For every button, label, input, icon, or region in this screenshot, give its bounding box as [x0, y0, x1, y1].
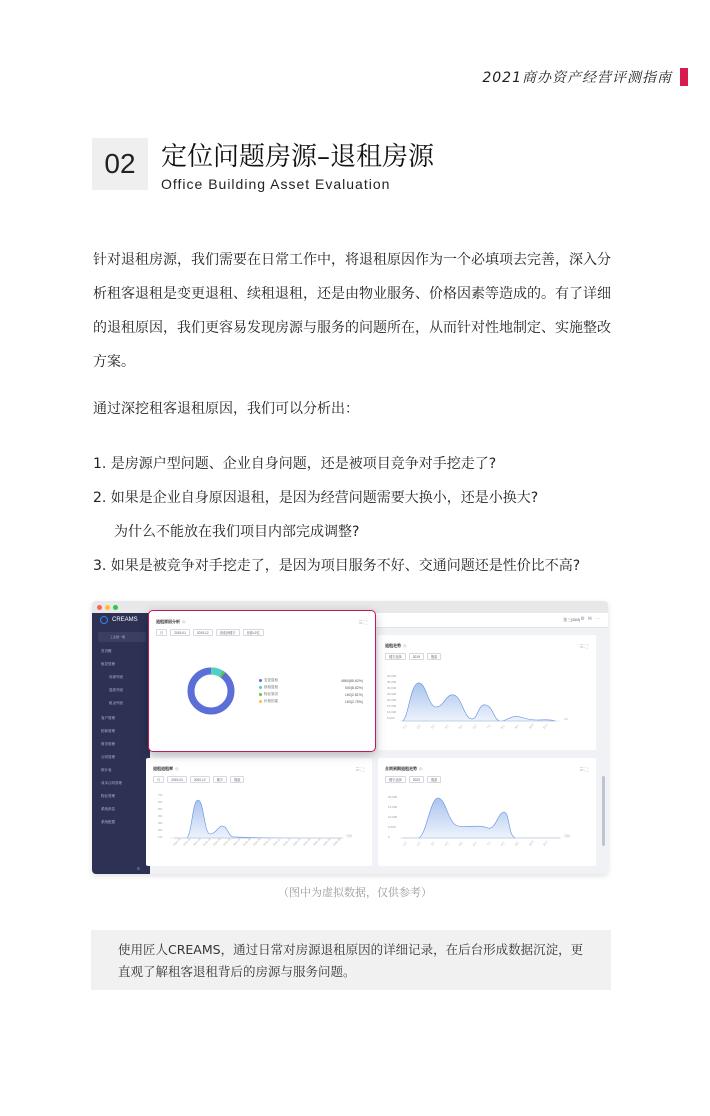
running-header [482, 67, 688, 87]
app-brand: CREAMS [112, 617, 138, 623]
legend-row: 变更退租 4860(85.62%) [259, 677, 363, 684]
filter-row [156, 629, 264, 636]
filter-row [385, 776, 441, 783]
y-tick: 10,000 [387, 710, 397, 714]
svg-text:2019-04: 2019-04 [202, 837, 212, 847]
y-tick: 20,000 [387, 698, 397, 702]
building-select[interactable]: 楼宇 [213, 776, 227, 783]
svg-text:2019-06: 2019-06 [222, 837, 232, 847]
svg-text:2019-12: 2019-12 [282, 837, 292, 847]
logo-icon [100, 616, 108, 624]
y-tick: 30,000 [387, 686, 397, 690]
note-box [91, 930, 611, 990]
list-item: 1. 是房源户型问题、企业自身问题，还是被项目竞争对手挖走了? [93, 456, 497, 472]
card-lease-rate [146, 758, 372, 866]
accent-bar [680, 68, 688, 86]
start-date-field[interactable]: 2019-01 [170, 629, 190, 636]
svg-text:4月: 4月 [443, 840, 451, 847]
y-tick: 2% [158, 828, 163, 832]
contract-chart [378, 784, 596, 866]
trend-chart [378, 663, 596, 748]
building-select[interactable]: 楼宇选择 [385, 653, 406, 660]
svg-text:2019-03: 2019-03 [192, 837, 202, 847]
end-date-field[interactable]: 2019-12 [193, 629, 213, 636]
sidebar-item-contracts[interactable]: 合同管理 [101, 755, 115, 759]
svg-text:2月: 2月 [415, 840, 423, 847]
section-subtitle: Office Building Asset Evaluation [161, 176, 391, 192]
donut-slice-change [191, 671, 231, 711]
card-lease-trend [378, 635, 596, 750]
y-tick: 3% [158, 821, 163, 825]
card-title: 退租原因分析 ◎ [156, 619, 186, 624]
y-tick: 5% [158, 807, 163, 811]
y-tick: 15,000 [388, 805, 398, 809]
sidebar-item-finance[interactable]: 财务管理 [101, 742, 115, 746]
room-select[interactable]: 房源>2位 [243, 629, 264, 636]
year-select[interactable]: 2020 [409, 776, 424, 783]
card-title: 退租走势 ◎ [385, 643, 407, 648]
search-button[interactable]: 搜索 [427, 653, 441, 660]
section-title: 定位问题房源–退租房源 [161, 142, 435, 172]
svg-text:6月: 6月 [471, 840, 479, 847]
y-tick: 0 [388, 835, 390, 839]
year-select[interactable]: 2019 [409, 653, 424, 660]
svg-text:10月: 10月 [527, 722, 536, 730]
y-tick: 10,000 [388, 815, 398, 819]
y-tick: 35,000 [387, 680, 397, 684]
sidebar-item-stats[interactable]: 统计表 [101, 768, 112, 772]
sidebar-item-home[interactable]: 首页概 [101, 649, 112, 653]
sidebar-item-refunds[interactable]: 退款列表 [109, 688, 123, 692]
sidebar-item-customers[interactable]: 客户管理 [101, 716, 115, 720]
y-tick: 5,000 [388, 825, 396, 829]
close-dot-icon[interactable] [97, 605, 102, 610]
y-tick: 40,000 [387, 674, 397, 678]
y-tick: 5,000 [387, 716, 395, 720]
maximize-dot-icon[interactable] [113, 605, 118, 610]
park-selector[interactable]: 工业园一期 [98, 632, 146, 642]
y-tick: 20,000 [388, 795, 398, 799]
minimize-dot-icon[interactable] [105, 605, 110, 610]
paragraph-reasons: 针对退租房源，我们需要在日常工作中，将退租原因作为一个必填项去完善，深入分析租客退租是变更退租、续租退租，还是由物业服务、价格因素等造成的。有了详细的退租原因，我们更容易发现房源与服务的问题所在，从而针对性地制定、实施整改方案。 [93, 252, 611, 370]
note-text: 使用匠人CREAMS，通过日常对房源退租原因的详细记录，在后台形成数据沉淀，更直观了解租客退租背后的房源与服务问题。 [118, 942, 584, 979]
reason-legend [259, 677, 363, 705]
running-header-title: 2021商办资产经营评测指南 [482, 70, 672, 86]
svg-text:8月: 8月 [499, 723, 507, 730]
search-button[interactable]: 搜索 [427, 776, 441, 783]
svg-text:3月: 3月 [429, 840, 437, 847]
card-lease-reason-analysis [148, 610, 376, 752]
svg-text:11月: 11月 [541, 722, 550, 730]
sidebar-item-rooms[interactable]: 房源列表 [109, 675, 123, 679]
unit-label: m² [564, 717, 568, 721]
card-options-icon[interactable]: ☰ ⛶ [579, 644, 588, 649]
svg-text:2019-11: 2019-11 [272, 837, 282, 847]
card-title: 合同到期退租走势 ◎ [385, 766, 423, 771]
filter-row [153, 776, 244, 783]
rate-area [174, 800, 342, 838]
scrollbar[interactable] [602, 776, 605, 846]
sidebar [92, 613, 150, 874]
period-select[interactable]: 月 [156, 629, 167, 636]
svg-text:3月: 3月 [429, 723, 437, 730]
sidebar-item-rent[interactable]: 租金列表 [109, 701, 123, 705]
sidebar-item-property[interactable]: 物业管理 [101, 794, 115, 798]
list-item: 2. 如果是企业自身原因退租，是因为经营问题需要大换小，还是小换大? [93, 490, 539, 506]
section-number: 02 [92, 138, 148, 190]
card-options-icon[interactable]: ☰ ⛶ [355, 767, 364, 772]
contract-area [402, 798, 560, 838]
card-title: 退租退租率 ◎ [153, 766, 179, 771]
y-tick: 1% [158, 835, 163, 839]
reason-donut-chart [181, 661, 241, 721]
svg-text:2020-02: 2020-02 [302, 837, 312, 847]
top-user-menu[interactable]: 张三(DM) [563, 617, 580, 622]
app-logo [100, 616, 138, 624]
svg-text:11月: 11月 [541, 839, 550, 847]
svg-text:1月: 1月 [401, 840, 409, 847]
list-item: 为什么不能放在我们项目内部完成调整? [114, 524, 360, 540]
svg-text:2020-03: 2020-03 [312, 837, 322, 847]
card-options-icon[interactable]: ☰ ⛶ [358, 620, 367, 625]
period-select[interactable]: 月 [153, 776, 164, 783]
figure-caption: （图中为虚拟数据，仅供参考） [278, 886, 432, 899]
y-tick: 15,000 [387, 704, 397, 708]
question-list [93, 447, 633, 583]
sidebar-item-settings[interactable]: 系统配置 [101, 820, 115, 824]
sidebar-item-lease[interactable]: 租控管理 [101, 662, 115, 666]
svg-text:5月: 5月 [457, 723, 465, 730]
svg-text:2019-08: 2019-08 [242, 837, 252, 847]
end-date-field[interactable]: 2020-12 [190, 776, 210, 783]
filter-row [385, 653, 441, 660]
svg-text:2019-02: 2019-02 [182, 837, 192, 847]
y-tick: 7% [158, 793, 163, 797]
legend-row: 续租退租 500(8.82%) [259, 684, 363, 691]
svg-text:2020-01: 2020-01 [292, 837, 302, 847]
search-button[interactable]: 搜索 [230, 776, 244, 783]
building-select[interactable]: 楼宇选择 [385, 776, 406, 783]
y-tick: 6% [158, 800, 163, 804]
card-options-icon[interactable]: ☰ ⛶ [579, 767, 588, 772]
collapse-icon[interactable]: ≡ [137, 866, 140, 872]
sidebar-item-cost[interactable]: 成本合同管理 [101, 781, 122, 785]
svg-text:2019-07: 2019-07 [232, 837, 242, 847]
sidebar-item-messages[interactable]: 系统消息 [101, 807, 115, 811]
svg-text:2019-10: 2019-10 [262, 837, 272, 847]
svg-text:7月: 7月 [485, 723, 493, 730]
legend-row: 价格因素 160(2.75%) [259, 698, 363, 705]
svg-text:7月: 7月 [485, 840, 493, 847]
svg-text:5月: 5月 [457, 840, 465, 847]
svg-text:6月: 6月 [471, 723, 479, 730]
unit-label: 月份 [564, 834, 571, 838]
start-date-field[interactable]: 2019-01 [167, 776, 187, 783]
building-select[interactable]: 请选择楼宇 [216, 629, 240, 636]
svg-text:10月: 10月 [527, 839, 536, 847]
list-item: 3. 如果是被竞争对手挖走了，是因为项目服务不好、交通问题还是性价比不高? [93, 558, 581, 574]
card-contract-expiry [378, 758, 596, 866]
svg-text:1月: 1月 [401, 723, 409, 730]
svg-text:2019-05: 2019-05 [212, 837, 222, 847]
legend-row: 物业原因 160(2.81%) [259, 691, 363, 698]
svg-text:2019-01: 2019-01 [172, 837, 182, 847]
rate-chart [146, 784, 372, 866]
svg-text:2019-09: 2019-09 [252, 837, 262, 847]
svg-text:4月: 4月 [443, 723, 451, 730]
svg-text:8月: 8月 [499, 840, 507, 847]
svg-text:2020-05: 2020-05 [332, 837, 342, 847]
unit-label: 月份 [346, 834, 353, 838]
toolbar-icons[interactable]: ⚙✉⋯ [580, 616, 603, 622]
y-tick: 25,000 [387, 692, 397, 696]
svg-text:9月: 9月 [513, 840, 521, 847]
paragraph-analysis-intro: 通过深挖租客退租原因，我们可以分析出： [93, 401, 359, 417]
svg-text:2020-04: 2020-04 [322, 837, 332, 847]
svg-text:2月: 2月 [415, 723, 423, 730]
y-tick: 4% [158, 814, 163, 818]
svg-text:9月: 9月 [513, 723, 521, 730]
trend-area [402, 683, 556, 721]
sidebar-item-leasing[interactable]: 招商管理 [101, 729, 115, 733]
